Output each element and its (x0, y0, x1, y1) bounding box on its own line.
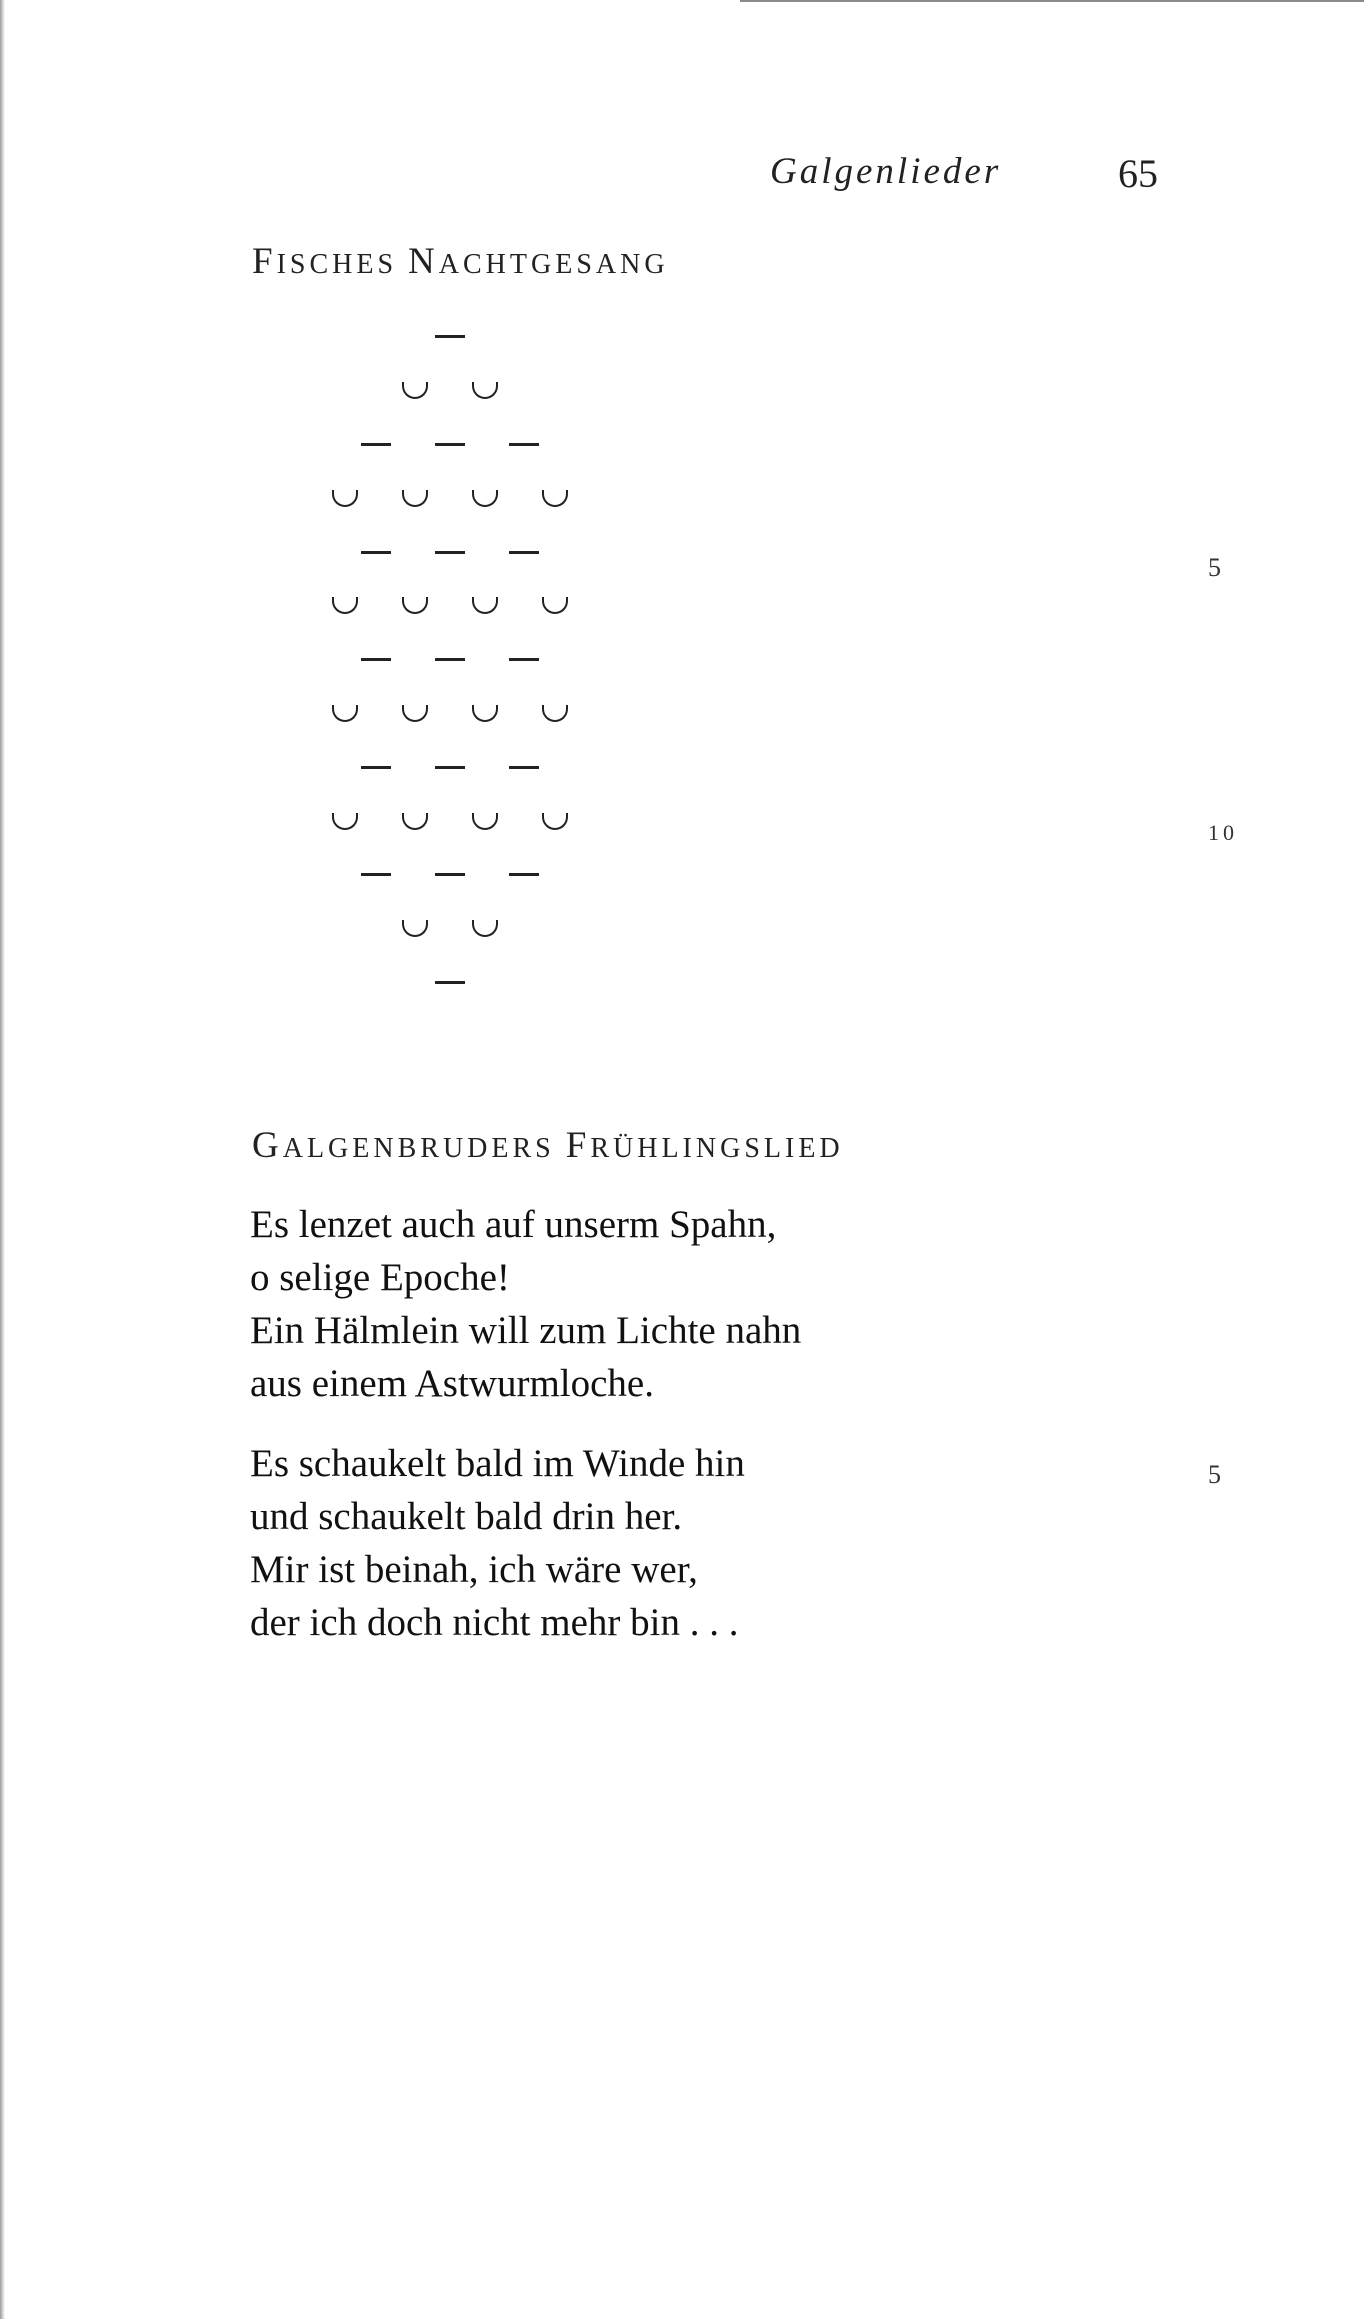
title-initial: N (408, 241, 439, 282)
verse-line: und schaukelt bald drin her. (250, 1495, 683, 1538)
metric-row (300, 740, 600, 794)
page-top-edge-line (740, 0, 1364, 2)
short-syllable-mark (472, 705, 498, 722)
metric-row (300, 525, 600, 579)
poem-title-galgenbruders-fruehlingslied (252, 1124, 844, 1167)
metric-row (300, 902, 600, 956)
long-syllable-mark (435, 766, 465, 769)
line-number-10: 10 (1208, 820, 1238, 845)
page-left-edge-shadow (0, 0, 5, 2319)
short-syllable-mark (542, 813, 568, 830)
short-syllable-mark (402, 813, 428, 830)
metric-row (300, 633, 600, 687)
long-syllable-mark (361, 443, 391, 446)
long-syllable-mark (435, 551, 465, 554)
verse-line: aus einem Astwurmloche. (250, 1362, 654, 1405)
short-syllable-mark (402, 490, 428, 507)
long-syllable-mark (435, 335, 465, 338)
title-part: RÜHLINGSLIED (590, 1133, 844, 1164)
line-number-5-poem2: 5 (1208, 1460, 1221, 1489)
short-syllable-mark (402, 382, 428, 399)
stanza-2 (250, 1437, 745, 1649)
metric-row (300, 687, 600, 741)
running-head: Galgenlieder (770, 151, 1002, 192)
long-syllable-mark (435, 981, 465, 984)
short-syllable-mark (402, 705, 428, 722)
metric-row (300, 418, 600, 472)
short-syllable-mark (332, 597, 358, 614)
metric-row (300, 471, 600, 525)
metric-row (300, 794, 600, 848)
long-syllable-mark (361, 873, 391, 876)
short-syllable-mark (472, 813, 498, 830)
verse-line: der ich doch nicht mehr bin . . . (250, 1601, 739, 1644)
long-syllable-mark (435, 443, 465, 446)
long-syllable-mark (509, 551, 539, 554)
long-syllable-mark (361, 658, 391, 661)
title-part: ALGENBRUDERS (282, 1133, 566, 1164)
verse-line: Es schaukelt bald im Winde hin (250, 1442, 745, 1485)
page-number: 65 (1118, 151, 1158, 196)
title-initial: F (565, 1125, 591, 1166)
long-syllable-mark (509, 443, 539, 446)
short-syllable-mark (332, 705, 358, 722)
short-syllable-mark (542, 490, 568, 507)
verse-line: Es lenzet auch auf unserm Spahn, (250, 1203, 777, 1246)
line-number-5: 5 (1208, 553, 1221, 582)
short-syllable-mark (542, 705, 568, 722)
short-syllable-mark (332, 813, 358, 830)
verse-line: Mir ist beinah, ich wäre wer, (250, 1548, 698, 1591)
short-syllable-mark (472, 490, 498, 507)
long-syllable-mark (361, 766, 391, 769)
long-syllable-mark (435, 658, 465, 661)
long-syllable-mark (509, 873, 539, 876)
long-syllable-mark (509, 766, 539, 769)
metric-row (300, 310, 600, 364)
metric-pattern-fish-shape (300, 310, 600, 1009)
short-syllable-mark (402, 597, 428, 614)
long-syllable-mark (361, 551, 391, 554)
long-syllable-mark (509, 658, 539, 661)
short-syllable-mark (542, 597, 568, 614)
short-syllable-mark (472, 920, 498, 937)
stanza-1 (250, 1198, 801, 1410)
metric-row (300, 956, 600, 1010)
short-syllable-mark (472, 597, 498, 614)
metric-row (300, 579, 600, 633)
long-syllable-mark (435, 873, 465, 876)
short-syllable-mark (402, 920, 428, 937)
title-part: ISCHES (276, 249, 409, 280)
title-initial: G (252, 1125, 283, 1166)
title-initial: F (252, 241, 277, 282)
short-syllable-mark (332, 490, 358, 507)
metric-row (300, 364, 600, 418)
metric-row (300, 848, 600, 902)
poem-title-fisches-nachtgesang (252, 240, 669, 283)
title-part: ACHTGESANG (438, 249, 669, 280)
verse-line: o selige Epoche! (250, 1256, 510, 1299)
verse-line: Ein Hälmlein will zum Lichte nahn (250, 1309, 802, 1352)
short-syllable-mark (472, 382, 498, 399)
